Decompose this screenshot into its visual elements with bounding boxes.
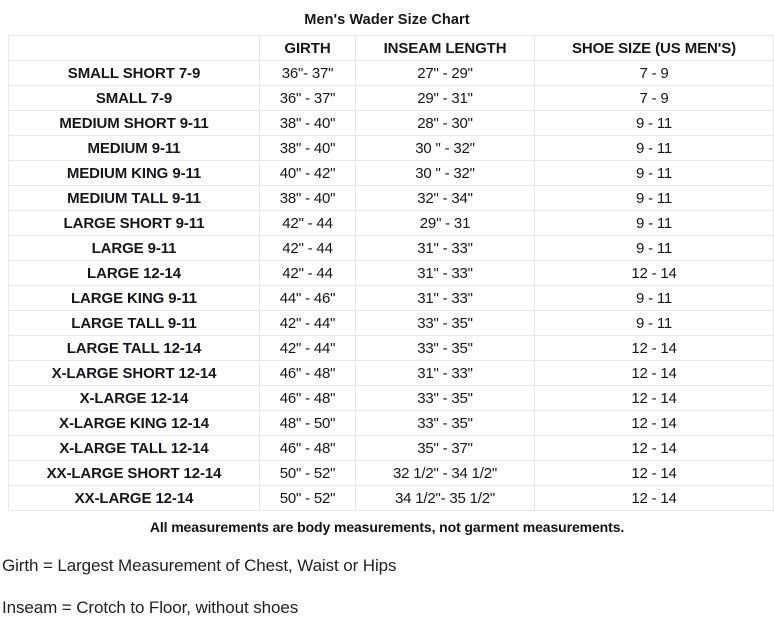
shoe-size-cell: 7 - 9 xyxy=(535,86,774,111)
inseam-cell: 30 " - 32" xyxy=(356,161,535,186)
girth-cell: 46" - 48" xyxy=(260,436,356,461)
girth-definition: Girth = Largest Measurement of Chest, Waist or Hips xyxy=(2,556,397,575)
shoe-size-cell: 9 - 11 xyxy=(535,186,774,211)
size-name-cell: LARGE 9-11 xyxy=(9,236,260,261)
shoe-size-cell: 12 - 14 xyxy=(535,436,774,461)
size-name-cell: LARGE TALL 9-11 xyxy=(9,311,260,336)
inseam-cell: 31" - 33" xyxy=(356,286,535,311)
table-row xyxy=(9,111,774,136)
inseam-cell: 31" - 33" xyxy=(356,236,535,261)
table-row xyxy=(9,186,774,211)
header-cell-inseam-length: INSEAM LENGTH xyxy=(356,36,535,61)
size-name-cell: SMALL 7-9 xyxy=(9,86,260,111)
size-name-cell: SMALL SHORT 7-9 xyxy=(9,61,260,86)
table-row xyxy=(9,211,774,236)
inseam-cell: 29" - 31 xyxy=(356,211,535,236)
table-row xyxy=(9,86,774,111)
girth-cell: 38" - 40" xyxy=(260,186,356,211)
size-name-cell: XX-LARGE SHORT 12-14 xyxy=(9,461,260,486)
shoe-size-cell: 12 - 14 xyxy=(535,461,774,486)
girth-cell: 42" - 44 xyxy=(260,211,356,236)
size-name-cell: MEDIUM TALL 9-11 xyxy=(9,186,260,211)
inseam-cell: 33" - 35" xyxy=(356,386,535,411)
shoe-size-cell: 9 - 11 xyxy=(535,286,774,311)
girth-cell: 36"- 37" xyxy=(260,61,356,86)
inseam-cell: 33" - 35" xyxy=(356,336,535,361)
girth-cell: 44" - 46" xyxy=(260,286,356,311)
header-cell-girth: GIRTH xyxy=(260,36,356,61)
inseam-cell: 33" - 35" xyxy=(356,311,535,336)
shoe-size-cell: 9 - 11 xyxy=(535,211,774,236)
inseam-cell: 29" - 31" xyxy=(356,86,535,111)
girth-cell: 48" - 50" xyxy=(260,411,356,436)
header-cell-size xyxy=(9,36,260,61)
size-name-cell: LARGE TALL 12-14 xyxy=(9,336,260,361)
inseam-cell: 31" - 33" xyxy=(356,261,535,286)
shoe-size-cell: 12 - 14 xyxy=(535,361,774,386)
shoe-size-cell: 12 - 14 xyxy=(535,386,774,411)
girth-cell: 38" - 40" xyxy=(260,111,356,136)
girth-cell: 38" - 40" xyxy=(260,136,356,161)
shoe-size-cell: 7 - 9 xyxy=(535,61,774,86)
inseam-cell: 35" - 37" xyxy=(356,436,535,461)
header-row xyxy=(9,36,774,61)
size-name-cell: LARGE SHORT 9-11 xyxy=(9,211,260,236)
table-row xyxy=(9,386,774,411)
size-name-cell: XX-LARGE 12-14 xyxy=(9,486,260,511)
table-row xyxy=(9,461,774,486)
girth-cell: 40" - 42" xyxy=(260,161,356,186)
size-name-cell: X-LARGE 12-14 xyxy=(9,386,260,411)
size-name-cell: LARGE 12-14 xyxy=(9,261,260,286)
inseam-cell: 31" - 33" xyxy=(356,361,535,386)
girth-cell: 50" - 52" xyxy=(260,461,356,486)
shoe-size-cell: 12 - 14 xyxy=(535,486,774,511)
girth-cell: 42" - 44" xyxy=(260,336,356,361)
measurements-note: All measurements are body measurements, not garment measurements. xyxy=(149,519,625,535)
girth-cell: 42" - 44 xyxy=(260,236,356,261)
shoe-size-cell: 9 - 11 xyxy=(535,111,774,136)
girth-cell: 50" - 52" xyxy=(260,486,356,511)
shoe-size-cell: 9 - 11 xyxy=(535,311,774,336)
size-name-cell: X-LARGE TALL 12-14 xyxy=(9,436,260,461)
girth-cell: 42" - 44" xyxy=(260,311,356,336)
inseam-cell: 34 1/2"- 35 1/2" xyxy=(356,486,535,511)
size-name-cell: X-LARGE KING 12-14 xyxy=(9,411,260,436)
size-name-cell: X-LARGE SHORT 12-14 xyxy=(9,361,260,386)
size-name-cell: MEDIUM 9-11 xyxy=(9,136,260,161)
shoe-size-cell: 12 - 14 xyxy=(535,411,774,436)
girth-cell: 46" - 48" xyxy=(260,386,356,411)
inseam-cell: 28" - 30" xyxy=(356,111,535,136)
table-row xyxy=(9,311,774,336)
inseam-definition: Inseam = Crotch to Floor, without shoes xyxy=(2,598,299,617)
page-title: Men's Wader Size Chart xyxy=(304,12,470,28)
table-row xyxy=(9,486,774,511)
table-row xyxy=(9,136,774,161)
table-row xyxy=(9,436,774,461)
inseam-cell: 32" - 34" xyxy=(356,186,535,211)
table-row xyxy=(9,361,774,386)
inseam-cell: 30 " - 32" xyxy=(356,136,535,161)
table-row xyxy=(9,61,774,86)
shoe-size-cell: 12 - 14 xyxy=(535,336,774,361)
shoe-size-cell: 9 - 11 xyxy=(535,136,774,161)
size-chart-table xyxy=(8,35,774,511)
table-row xyxy=(9,161,774,186)
table-row xyxy=(9,336,774,361)
table-body xyxy=(9,61,774,511)
table-row xyxy=(9,261,774,286)
shoe-size-cell: 9 - 11 xyxy=(535,161,774,186)
header-cell-shoe-size: SHOE SIZE (US MEN'S) xyxy=(535,36,774,61)
girth-cell: 42" - 44 xyxy=(260,261,356,286)
inseam-cell: 32 1/2" - 34 1/2" xyxy=(356,461,535,486)
table-row xyxy=(9,286,774,311)
size-name-cell: MEDIUM SHORT 9-11 xyxy=(9,111,260,136)
shoe-size-cell: 12 - 14 xyxy=(535,261,774,286)
table-row xyxy=(9,236,774,261)
size-name-cell: MEDIUM KING 9-11 xyxy=(9,161,260,186)
size-name-cell: LARGE KING 9-11 xyxy=(9,286,260,311)
inseam-cell: 27" - 29" xyxy=(356,61,535,86)
girth-cell: 36" - 37" xyxy=(260,86,356,111)
inseam-cell: 33" - 35" xyxy=(356,411,535,436)
girth-cell: 46" - 48" xyxy=(260,361,356,386)
table-row xyxy=(9,411,774,436)
shoe-size-cell: 9 - 11 xyxy=(535,236,774,261)
